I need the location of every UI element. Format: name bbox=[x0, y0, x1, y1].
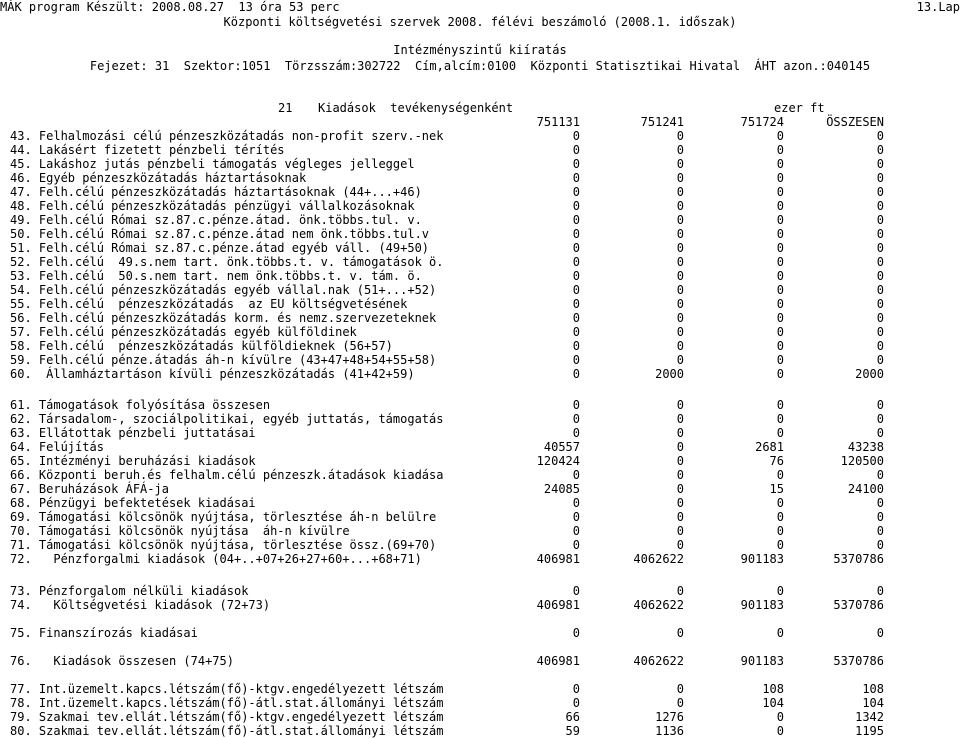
row-value: 0 bbox=[876, 339, 884, 353]
row-value: 0 bbox=[676, 213, 684, 227]
row-label: 67. Beruházások ÁFÁ-ja bbox=[10, 482, 169, 496]
row-value: 0 bbox=[876, 297, 884, 311]
row-label: 74. Költségvetési kiadások (72+73) bbox=[10, 598, 271, 612]
row-label: 57. Felh.célú pénzeszközátadás egyéb külföldinek bbox=[10, 325, 357, 339]
row-value: 0 bbox=[676, 185, 684, 199]
row-label: 59. Felh.célú pénze.átadás áh-n kívülre (43+47+48+54+55+58) bbox=[10, 353, 437, 367]
row-value: 0 bbox=[676, 283, 684, 297]
row-value: 0 bbox=[776, 426, 784, 440]
row-value: 104 bbox=[862, 696, 884, 710]
row-value: 0 bbox=[676, 426, 684, 440]
row-value: 406981 bbox=[536, 598, 580, 612]
row-value: 0 bbox=[876, 129, 884, 143]
row-value: 0 bbox=[676, 297, 684, 311]
row-label: 54. Felh.célú pénzeszközátadás egyéb vállal.nak (51+...+52) bbox=[10, 283, 437, 297]
row-value: 0 bbox=[676, 143, 684, 157]
row-value: 901183 bbox=[740, 552, 784, 566]
row-value: 0 bbox=[676, 241, 684, 255]
row-value: 0 bbox=[572, 353, 580, 367]
row-value: 0 bbox=[876, 584, 884, 598]
row-label: 51. Felh.célú Római sz.87.c.pénze.átad egyéb váll. (49+50) bbox=[10, 241, 430, 255]
row-label: 73. Pénzforgalom nélküli kiadások bbox=[10, 584, 249, 598]
row-value: 901183 bbox=[740, 598, 784, 612]
row-value: 0 bbox=[876, 325, 884, 339]
row-value: 5370786 bbox=[833, 552, 884, 566]
row-value: 0 bbox=[572, 468, 580, 482]
row-value: 0 bbox=[572, 143, 580, 157]
table-row bbox=[0, 171, 960, 185]
row-label: 58. Felh.célú pénzeszközátadás külföldieknek (56+57) bbox=[10, 339, 393, 353]
row-value: 0 bbox=[676, 440, 684, 454]
row-value: 0 bbox=[676, 454, 684, 468]
row-value: 0 bbox=[676, 311, 684, 325]
program-line: MÁK program Készült: 2008.08.27 13 óra 53 perc bbox=[0, 0, 340, 14]
row-value: 0 bbox=[676, 696, 684, 710]
row-value: 0 bbox=[676, 482, 684, 496]
row-value: 76 bbox=[769, 454, 784, 468]
row-label: 68. Pénzügyi befektetések kiadásai bbox=[10, 496, 256, 510]
row-value: 2681 bbox=[755, 440, 784, 454]
row-value: 0 bbox=[876, 199, 884, 213]
row-value: 4062622 bbox=[633, 552, 684, 566]
row-label: 66. Központi beruh.és felhalm.célú pénzeszk.átadások kiadása bbox=[10, 468, 444, 482]
row-label: 80. Szakmai tev.ellát.létszám(fő)-átl.stat.állományi létszám bbox=[10, 724, 444, 738]
row-value: 0 bbox=[876, 538, 884, 552]
row-value: 0 bbox=[676, 339, 684, 353]
row-value: 0 bbox=[572, 426, 580, 440]
row-value: 1136 bbox=[655, 724, 684, 738]
row-value: 5370786 bbox=[833, 598, 884, 612]
row-value: 0 bbox=[676, 129, 684, 143]
row-value: 0 bbox=[676, 269, 684, 283]
row-label: 56. Felh.célú pénzeszközátadás korm. és nemz.szervezeteknek bbox=[10, 311, 437, 325]
row-label: 47. Felh.célú pénzeszközátadás háztartásoknak (44+...+46) bbox=[10, 185, 422, 199]
row-value: 0 bbox=[776, 353, 784, 367]
row-label: 49. Felh.célú Római sz.87.c.pénze.átad. önk.többs.tul. v. bbox=[10, 213, 422, 227]
row-value: 4062622 bbox=[633, 654, 684, 668]
row-label: 70. Támogatási kölcsönök nyújtása áh-n kívülre bbox=[10, 524, 350, 538]
table-row bbox=[0, 213, 960, 227]
table-row bbox=[0, 241, 960, 255]
row-value: 66 bbox=[565, 710, 580, 724]
row-value: 0 bbox=[876, 524, 884, 538]
row-label: 75. Finanszírozás kiadásai bbox=[10, 626, 198, 640]
section-title: Kiadások tevékenységenként bbox=[318, 101, 514, 115]
row-value: 0 bbox=[776, 269, 784, 283]
row-value: 0 bbox=[776, 584, 784, 598]
row-label: 63. Ellátottak pénzbeli juttatásai bbox=[10, 426, 256, 440]
row-value: 0 bbox=[776, 367, 784, 381]
row-value: 0 bbox=[876, 185, 884, 199]
table-row bbox=[0, 468, 960, 482]
row-value: 0 bbox=[572, 241, 580, 255]
table-row bbox=[0, 510, 960, 524]
table-row bbox=[0, 311, 960, 325]
row-value: 0 bbox=[676, 398, 684, 412]
row-value: 0 bbox=[876, 626, 884, 640]
row-value: 0 bbox=[776, 311, 784, 325]
row-value: 0 bbox=[572, 311, 580, 325]
page-number: 13.Lap bbox=[916, 0, 960, 14]
table-row bbox=[0, 283, 960, 297]
row-value: 0 bbox=[876, 283, 884, 297]
row-value: 0 bbox=[876, 227, 884, 241]
row-value: 0 bbox=[776, 227, 784, 241]
table-row bbox=[0, 598, 960, 612]
row-value: 0 bbox=[776, 185, 784, 199]
row-value: 0 bbox=[572, 412, 580, 426]
row-value: 0 bbox=[776, 297, 784, 311]
row-value: 0 bbox=[572, 398, 580, 412]
row-value: 0 bbox=[572, 339, 580, 353]
column-header-751131: 751131 bbox=[536, 115, 580, 129]
row-value: 40557 bbox=[543, 440, 580, 454]
row-value: 0 bbox=[776, 171, 784, 185]
row-label: 48. Felh.célú pénzeszközátadás pénzügyi vállalkozásoknak bbox=[10, 199, 415, 213]
row-label: 77. Int.üzemelt.kapcs.létszám(fő)-ktgv.engedélyezett létszám bbox=[10, 682, 444, 696]
row-value: 0 bbox=[676, 157, 684, 171]
row-value: 0 bbox=[572, 682, 580, 696]
row-value: 0 bbox=[776, 199, 784, 213]
row-value: 0 bbox=[572, 129, 580, 143]
table-row bbox=[0, 199, 960, 213]
row-value: 0 bbox=[676, 510, 684, 524]
row-label: 65. Intézményi beruházási kiadások bbox=[10, 454, 256, 468]
row-value: 0 bbox=[876, 241, 884, 255]
row-value: 1276 bbox=[655, 710, 684, 724]
row-value: 0 bbox=[676, 682, 684, 696]
row-value: 0 bbox=[572, 325, 580, 339]
row-value: 108 bbox=[762, 682, 784, 696]
row-value: 0 bbox=[572, 524, 580, 538]
row-value: 0 bbox=[776, 129, 784, 143]
column-header-total: ÖSSZESEN bbox=[826, 115, 884, 129]
row-label: 50. Felh.célú Római sz.87.c.pénze.átad nem önk.többs.tul.v bbox=[10, 227, 430, 241]
institution-info-line: Fejezet: 31 Szektor:1051 Törzsszám:302722 Cím,alcím:0100 Központi Statisztikai Hivatal ÁHT azon.:040145 bbox=[89, 59, 871, 73]
table-row bbox=[0, 269, 960, 283]
column-header-751241: 751241 bbox=[640, 115, 684, 129]
row-label: 79. Szakmai tev.ellát.létszám(fő)-ktgv.engedélyezett létszám bbox=[10, 710, 444, 724]
column-header-751724: 751724 bbox=[740, 115, 784, 129]
row-value: 0 bbox=[572, 227, 580, 241]
row-value: 0 bbox=[776, 325, 784, 339]
row-label: 60. Államháztartáson kívüli pénzeszközátadás (41+42+59) bbox=[10, 367, 415, 381]
report-subtitle: Intézményszintű kiíratás bbox=[393, 43, 567, 57]
row-value: 0 bbox=[676, 171, 684, 185]
row-value: 0 bbox=[776, 626, 784, 640]
row-label: 45. Lakáshoz jutás pénzbeli támogatás végleges jelleggel bbox=[10, 157, 415, 171]
row-value: 108 bbox=[862, 682, 884, 696]
row-value: 0 bbox=[676, 412, 684, 426]
row-value: 0 bbox=[572, 199, 580, 213]
row-value: 104 bbox=[762, 696, 784, 710]
table-row bbox=[0, 129, 960, 143]
row-value: 43238 bbox=[847, 440, 884, 454]
table-row bbox=[0, 339, 960, 353]
row-value: 0 bbox=[776, 283, 784, 297]
row-value: 0 bbox=[572, 185, 580, 199]
row-value: 0 bbox=[572, 510, 580, 524]
row-value: 59 bbox=[565, 724, 580, 738]
row-value: 0 bbox=[876, 353, 884, 367]
row-label: 69. Támogatási kölcsönök nyújtása, törlesztése áh-n belülre bbox=[10, 510, 437, 524]
row-value: 901183 bbox=[740, 654, 784, 668]
row-value: 0 bbox=[876, 143, 884, 157]
row-value: 0 bbox=[876, 255, 884, 269]
table-row bbox=[0, 353, 960, 367]
row-label: 78. Int.üzemelt.kapcs.létszám(fő)-átl.stat.állományi létszám bbox=[10, 696, 444, 710]
table-row bbox=[0, 143, 960, 157]
row-value: 0 bbox=[676, 468, 684, 482]
table-row bbox=[0, 696, 960, 710]
row-value: 0 bbox=[776, 213, 784, 227]
row-value: 0 bbox=[876, 157, 884, 171]
table-row bbox=[0, 157, 960, 171]
row-value: 0 bbox=[572, 538, 580, 552]
row-value: 2000 bbox=[655, 367, 684, 381]
table-row bbox=[0, 524, 960, 538]
row-value: 0 bbox=[776, 157, 784, 171]
table-row bbox=[0, 538, 960, 552]
table-row bbox=[0, 297, 960, 311]
row-value: 120500 bbox=[840, 454, 884, 468]
row-value: 24085 bbox=[543, 482, 580, 496]
table-row bbox=[0, 496, 960, 510]
row-value: 406981 bbox=[536, 552, 580, 566]
row-value: 0 bbox=[876, 468, 884, 482]
table-row bbox=[0, 724, 960, 738]
row-value: 0 bbox=[676, 255, 684, 269]
table-row bbox=[0, 654, 960, 668]
row-value: 0 bbox=[776, 143, 784, 157]
row-value: 0 bbox=[776, 496, 784, 510]
row-value: 0 bbox=[572, 157, 580, 171]
table-row bbox=[0, 255, 960, 269]
row-value: 0 bbox=[876, 426, 884, 440]
row-value: 0 bbox=[676, 227, 684, 241]
row-value: 0 bbox=[572, 269, 580, 283]
row-value: 0 bbox=[676, 496, 684, 510]
row-value: 120424 bbox=[536, 454, 580, 468]
table-row bbox=[0, 426, 960, 440]
table-row bbox=[0, 552, 960, 566]
row-value: 0 bbox=[776, 724, 784, 738]
row-value: 0 bbox=[676, 524, 684, 538]
row-value: 0 bbox=[876, 311, 884, 325]
row-value: 0 bbox=[572, 171, 580, 185]
row-value: 0 bbox=[572, 496, 580, 510]
row-label: 76. Kiadások összesen (74+75) bbox=[10, 654, 234, 668]
row-value: 406981 bbox=[536, 654, 580, 668]
table-row bbox=[0, 440, 960, 454]
table-row bbox=[0, 584, 960, 598]
row-value: 0 bbox=[572, 255, 580, 269]
row-value: 0 bbox=[876, 171, 884, 185]
row-value: 0 bbox=[876, 213, 884, 227]
row-value: 0 bbox=[776, 468, 784, 482]
row-value: 5370786 bbox=[833, 654, 884, 668]
row-value: 0 bbox=[572, 283, 580, 297]
row-label: 72. Pénzforgalmi kiadások (04+..+07+26+27+60+...+68+71) bbox=[10, 552, 422, 566]
row-label: 61. Támogatások folyósítása összesen bbox=[10, 398, 271, 412]
row-value: 15 bbox=[769, 482, 784, 496]
table-row bbox=[0, 367, 960, 381]
row-value: 0 bbox=[572, 626, 580, 640]
row-value: 0 bbox=[676, 584, 684, 598]
section-unit: ezer ft bbox=[774, 101, 825, 115]
row-value: 0 bbox=[776, 241, 784, 255]
table-row bbox=[0, 412, 960, 426]
row-value: 0 bbox=[776, 412, 784, 426]
row-value: 0 bbox=[676, 626, 684, 640]
row-value: 0 bbox=[572, 584, 580, 598]
row-value: 0 bbox=[572, 367, 580, 381]
row-value: 1342 bbox=[855, 710, 884, 724]
row-value: 0 bbox=[776, 339, 784, 353]
row-label: 53. Felh.célú 50.s.nem tart. nem önk.többs.t. v. tám. ö. bbox=[10, 269, 422, 283]
table-row bbox=[0, 682, 960, 696]
table-row bbox=[0, 185, 960, 199]
table-row bbox=[0, 227, 960, 241]
row-value: 0 bbox=[876, 510, 884, 524]
row-value: 0 bbox=[572, 213, 580, 227]
table-row bbox=[0, 398, 960, 412]
row-value: 24100 bbox=[847, 482, 884, 496]
row-label: 44. Lakásért fizetett pénzbeli térítés bbox=[10, 143, 285, 157]
section-number: 21 bbox=[278, 101, 293, 115]
row-value: 0 bbox=[776, 255, 784, 269]
row-label: 43. Felhalmozási célú pénzeszközátadás non-profit szerv.-nek bbox=[10, 129, 444, 143]
row-value: 0 bbox=[776, 510, 784, 524]
row-label: 62. Társadalom-, szociálpolitikai, egyéb juttatás, támogatás bbox=[10, 412, 444, 426]
row-value: 0 bbox=[776, 524, 784, 538]
row-value: 0 bbox=[676, 199, 684, 213]
row-label: 55. Felh.célú pénzeszközátadás az EU költségvetésének bbox=[10, 297, 408, 311]
row-value: 2000 bbox=[855, 367, 884, 381]
row-value: 0 bbox=[572, 297, 580, 311]
row-value: 0 bbox=[676, 353, 684, 367]
row-value: 0 bbox=[876, 398, 884, 412]
row-value: 0 bbox=[572, 696, 580, 710]
row-label: 46. Egyéb pénzeszközátadás háztartásoknak bbox=[10, 171, 307, 185]
row-label: 71. Támogatási kölcsönök nyújtása, törlesztése össz.(69+70) bbox=[10, 538, 437, 552]
row-value: 1195 bbox=[855, 724, 884, 738]
row-value: 0 bbox=[776, 710, 784, 724]
row-value: 0 bbox=[776, 398, 784, 412]
table-row bbox=[0, 482, 960, 496]
row-value: 4062622 bbox=[633, 598, 684, 612]
row-value: 0 bbox=[676, 538, 684, 552]
table-row bbox=[0, 325, 960, 339]
row-label: 52. Felh.célú 49.s.nem tart. önk.többs.t. v. támogatások ö. bbox=[10, 255, 444, 269]
row-value: 0 bbox=[876, 412, 884, 426]
row-value: 0 bbox=[876, 269, 884, 283]
row-value: 0 bbox=[676, 325, 684, 339]
report-title: Központi költségvetési szervek 2008. félévi beszámoló (2008.1. időszak) bbox=[223, 15, 737, 29]
row-value: 0 bbox=[876, 496, 884, 510]
table-row bbox=[0, 454, 960, 468]
table-row bbox=[0, 626, 960, 640]
row-label: 64. Felújítás bbox=[10, 440, 104, 454]
table-row bbox=[0, 710, 960, 724]
row-value: 0 bbox=[776, 538, 784, 552]
